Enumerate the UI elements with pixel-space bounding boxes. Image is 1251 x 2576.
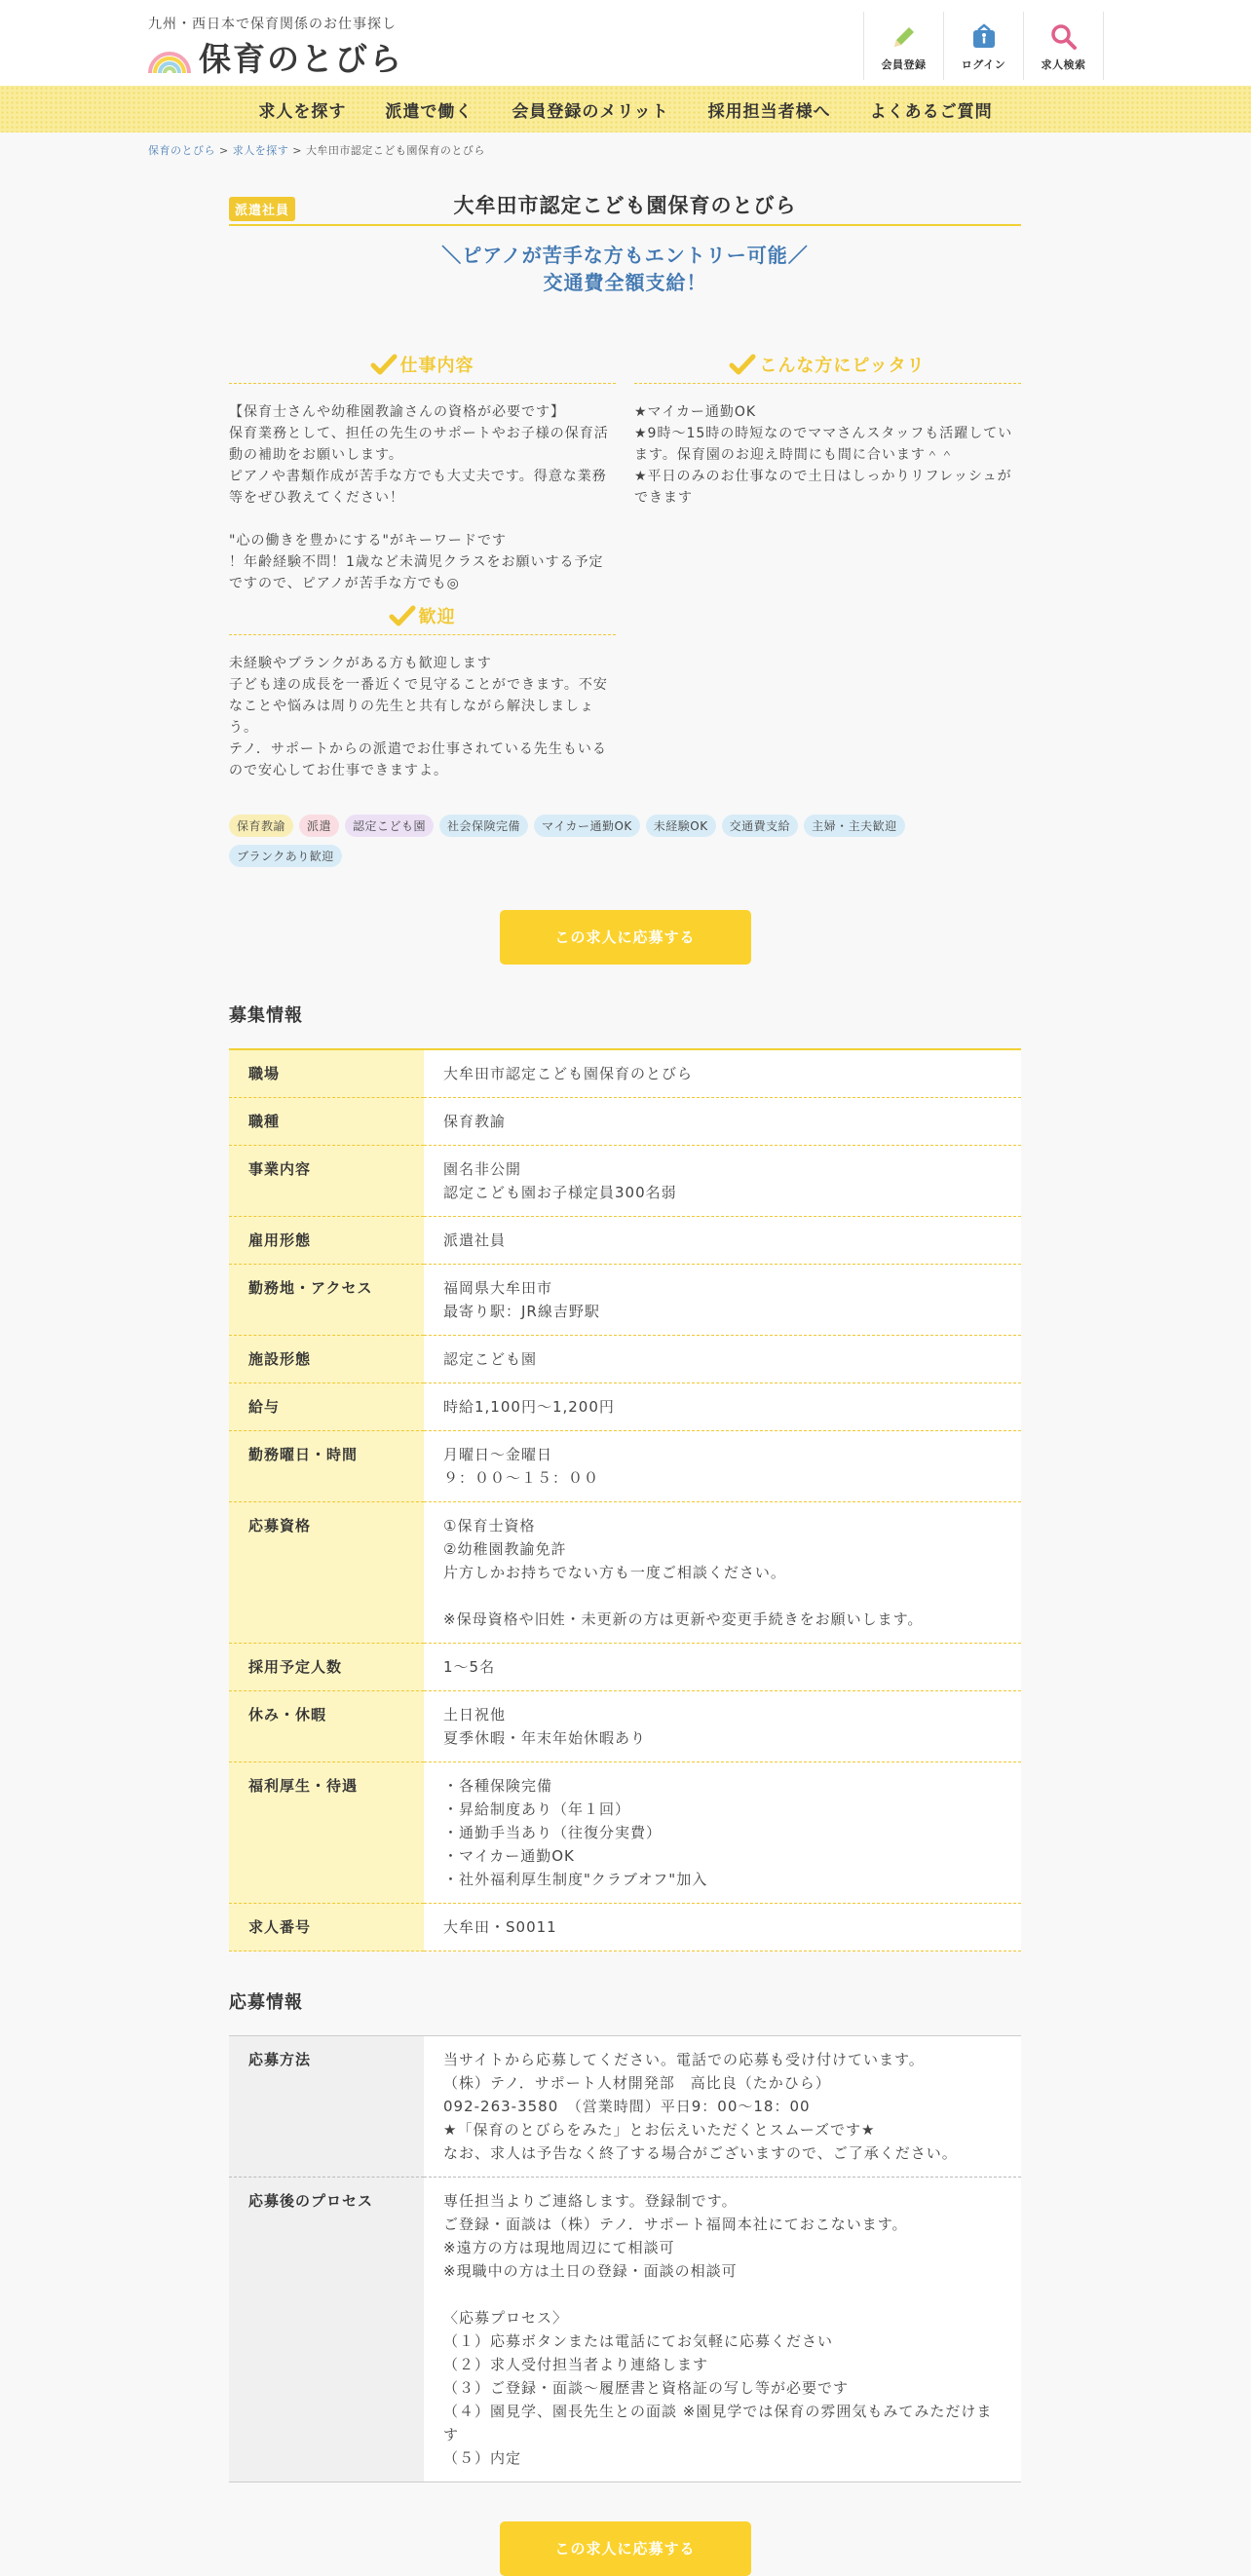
breadcrumb-separator: > (288, 144, 306, 157)
row-value: 専任担当よりご連絡します。登録制です。 ご登録・面談は（株）テノ．サポート福岡本社にておこないます。 ※遠方の方は現地周辺にて相談可 ※現職中の方は土日の登録・面談の相談可 〈応募プロセス〉 （１）応募ボタンまたは電話にてお気軽に応募ください （２）求人受付担当者より連絡します （３）ご登録・面談～履歴書と資格証の写し等が必要です （４）園見学、園長先生との面談 ※園見学では保育の雰囲気もみてみただけます （５）内定 (424, 2178, 1021, 2482)
fit-section-title: こんな方にピッタリ (759, 356, 926, 376)
row-label: 給与 (229, 1383, 424, 1431)
recruit-info-table (229, 1048, 1021, 1951)
row-label: 応募方法 (229, 2036, 424, 2178)
job-tag: 派遣 (299, 814, 339, 837)
check-icon (390, 605, 415, 626)
welcome-section-body: 未経験やブランクがある方も歓迎します 子ども達の成長を一番近くで見守ることができます。不安なことや悩みは周りの先生と共有しながら解決しましょう。 テノ．サポートからの派遣でお仕事されている先生もいるので安心してお仕事できますよ。 (229, 656, 608, 778)
member-register-label: 会員登録 (881, 58, 927, 71)
nav-item-dispatch[interactable]: 派遣で働く (385, 101, 474, 122)
table-row (229, 1644, 1021, 1691)
recruit-info-heading: 募集情報 (229, 1005, 303, 1026)
job-catchphrase (229, 242, 1021, 296)
job-tag: ブランクあり歓迎 (229, 845, 342, 867)
member-register-button[interactable] (864, 12, 944, 80)
row-label: 事業内容 (229, 1146, 424, 1217)
left-column (229, 353, 616, 781)
row-label: 勤務曜日・時間 (229, 1431, 424, 1502)
row-value: 時給1,100円～1,200円 (424, 1383, 1021, 1431)
row-value: 当サイトから応募してください。電話での応募も受け付けています。 （株）テノ．サポート人材開発部 高比良（たかひら） 092-263-3580 （営業時間）平日9：00～18：00 ★「保育のとびらをみた」とお伝えいただくとスムーズです★ なお、求人は予告なく終了する場合がございますので、ご了承ください。 (424, 2036, 1021, 2178)
job-tag: 未経験OK (646, 814, 716, 837)
job-tag: 社会保険完備 (439, 814, 528, 837)
table-row (229, 1265, 1021, 1336)
table-row (229, 1431, 1021, 1502)
table-row (229, 1762, 1021, 1904)
row-label: 休み・休暇 (229, 1691, 424, 1762)
row-value: 認定こども園 (424, 1336, 1021, 1383)
job-tag: 保育教諭 (229, 814, 293, 837)
job-tag: 主婦・主夫歓迎 (804, 814, 905, 837)
table-row (229, 1098, 1021, 1146)
job-search-label: 求人検索 (1041, 58, 1086, 71)
table-row (229, 2036, 1021, 2178)
nav-item-member-merit[interactable]: 会員登録のメリット (512, 101, 669, 122)
job-title-row (229, 191, 1021, 226)
row-label: 職場 (229, 1049, 424, 1098)
pencil-icon (889, 21, 920, 53)
row-label: 応募後のプロセス (229, 2178, 424, 2482)
apply-button-bottom[interactable]: この求人に応募する (500, 2521, 751, 2576)
check-icon (730, 354, 755, 375)
row-value: 1～5名 (424, 1644, 1021, 1691)
breadcrumb-current: 大牟田市認定こども園保育のとびら (305, 144, 485, 157)
rainbow-logo-icon (146, 38, 193, 75)
global-nav (0, 86, 1251, 133)
row-value: 土日祝他 夏季休暇・年末年始休暇あり (424, 1691, 1021, 1762)
right-column (634, 353, 1021, 781)
row-value: 保育教諭 (424, 1098, 1021, 1146)
job-tag: 認定こども園 (345, 814, 434, 837)
breadcrumb-home[interactable]: 保育のとびら (148, 144, 215, 157)
catch-line-1: ＼ピアノが苦手な方もエントリー可能／ (441, 244, 809, 267)
breadcrumb-search[interactable]: 求人を探す (232, 144, 289, 157)
job-description-columns (229, 353, 1021, 781)
site-header (0, 0, 1251, 86)
login-icon (968, 21, 1000, 53)
job-title: 大牟田市認定こども園保育のとびら (453, 194, 797, 217)
work-section-title: 仕事内容 (399, 356, 474, 376)
breadcrumb-separator: > (215, 144, 233, 157)
catch-line-2: 交通費全額支給！ (543, 271, 707, 294)
table-row (229, 1691, 1021, 1762)
welcome-section-heading (229, 604, 616, 635)
row-label: 応募資格 (229, 1502, 424, 1644)
table-row (229, 2178, 1021, 2482)
table-row (229, 1383, 1021, 1431)
row-value: 大牟田市認定こども園保育のとびら (424, 1049, 1021, 1098)
search-icon (1048, 21, 1080, 53)
nav-item-find-jobs[interactable]: 求人を探す (258, 101, 347, 122)
table-row (229, 1217, 1021, 1265)
row-value: ①保育士資格 ②幼稚園教諭免許 片方しかお持ちでない方も一度ご相談ください。 ※保母資格や旧姓・未更新の方は更新や変更手続きをお願いします。 (424, 1502, 1021, 1644)
site-tagline: 九州・西日本で保育関係のお仕事探し (148, 17, 397, 32)
apply-info-heading: 応募情報 (229, 1992, 303, 2013)
row-label: 採用予定人数 (229, 1644, 424, 1691)
row-value: 月曜日～金曜日 ９：００～１５：００ (424, 1431, 1021, 1502)
job-search-button[interactable] (1024, 12, 1104, 80)
login-label: ログイン (961, 58, 1006, 71)
row-value: ・各種保険完備 ・昇給制度あり（年１回） ・通勤手当あり（往復分実費） ・マイカー通勤OK ・社外福利厚生制度"クラブオフ"加入 (424, 1762, 1021, 1904)
login-button[interactable] (944, 12, 1024, 80)
job-tag: 交通費支給 (722, 814, 799, 837)
site-logo[interactable] (146, 35, 403, 78)
table-row (229, 1146, 1021, 1217)
job-tags (229, 814, 1021, 867)
breadcrumb (148, 142, 485, 158)
apply-button[interactable]: この求人に応募する (500, 910, 751, 965)
apply-info-table (229, 2035, 1021, 2482)
row-label: 求人番号 (229, 1904, 424, 1951)
row-label: 勤務地・アクセス (229, 1265, 424, 1336)
row-label: 雇用形態 (229, 1217, 424, 1265)
table-row (229, 1336, 1021, 1383)
job-detail (229, 191, 1021, 2576)
row-value: 園名非公開 認定こども園お子様定員300名弱 (424, 1146, 1021, 1217)
welcome-section-title: 歓迎 (418, 607, 456, 627)
fit-section-heading (634, 353, 1021, 384)
nav-item-faq[interactable]: よくあるご質問 (869, 101, 993, 122)
table-row (229, 1502, 1021, 1644)
row-label: 施設形態 (229, 1336, 424, 1383)
header-icon-menu (863, 12, 1104, 80)
row-value: 大牟田・S0011 (424, 1904, 1021, 1951)
logo-text: 保育のとびら (199, 39, 403, 78)
nav-item-recruiters[interactable]: 採用担当者様へ (707, 101, 831, 122)
employment-badge: 派遣社員 (229, 197, 295, 221)
job-tag: マイカー通勤OK (534, 814, 640, 837)
fit-section-body: ★マイカー通勤OK ★9時～15時の時短なのでママさんスタッフも活躍しています。保育園のお迎え時間にも間に合います＾＾ ★平日のみのお仕事なので土日はしっかりリフレッシュができます (634, 404, 1013, 506)
work-section-body: 【保育士さんや幼稚園教諭さんの資格が必要です】 保育業務として、担任の先生のサポートやお子様の保育活動の補助をお願いします。 ピアノや書類作成が苦手な方でも大丈夫です。得意な業務等をぜひ教えてください！ "心の働きを豊かにする"がキーワードです ！年齢経験不問！1歳など未満児クラスをお願いする予定ですので、ピアノが苦手な方でも◎ (229, 404, 609, 591)
row-label: 職種 (229, 1098, 424, 1146)
work-section-heading (229, 353, 616, 384)
table-row (229, 1049, 1021, 1098)
row-value: 派遣社員 (424, 1217, 1021, 1265)
row-value: 福岡県大牟田市 最寄り駅：JR線吉野駅 (424, 1265, 1021, 1336)
row-label: 福利厚生・待遇 (229, 1762, 424, 1904)
table-row (229, 1904, 1021, 1951)
check-icon (371, 354, 397, 375)
